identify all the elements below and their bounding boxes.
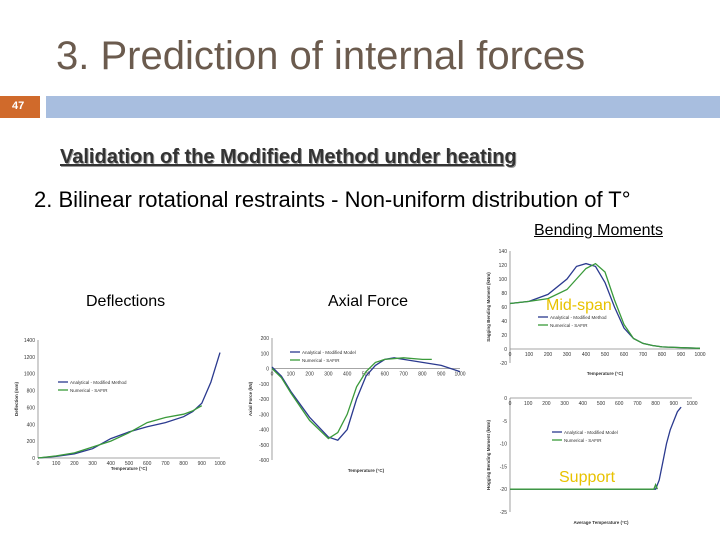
axial-series-line-analytical <box>272 358 460 440</box>
axial-y-tick-label: -500 <box>258 442 269 449</box>
axial-y-tick-label: -100 <box>258 381 269 388</box>
support-y-label: Hogging Bending Moment (kNm) <box>486 420 491 490</box>
deflections-x-tick-label: 300 <box>88 461 97 467</box>
deflections-x-tick-label: 500 <box>124 461 134 467</box>
midspan-callout: Mid-span <box>546 297 612 314</box>
support-x-tick-label: 600 <box>615 401 624 407</box>
deflections-x-tick-label: 900 <box>197 461 206 467</box>
axial-x-tick-label: 500 <box>361 371 371 378</box>
midspan-y-tick-label: 120 <box>498 263 507 269</box>
support-x-label: Average Temperature (°C) <box>573 520 629 525</box>
axial-force-chart <box>240 330 470 480</box>
support-x-tick-label: 900 <box>669 401 678 407</box>
deflections-y-tick-label: 600 <box>26 405 35 412</box>
support-x-tick-label: 500 <box>596 401 606 407</box>
midspan-y-label: Sagging Bending Moment (kNm) <box>486 272 491 342</box>
deflections-y-label: Deflection (mm) <box>14 381 19 417</box>
deflections-y-tick-label: 800 <box>26 388 35 395</box>
midspan-y-tick-label: -20 <box>499 361 507 367</box>
axial-x-tick-label: 300 <box>324 371 333 378</box>
midspan-x-tick-label: 500 <box>600 352 610 358</box>
header-rule <box>46 96 720 118</box>
axial-x-tick-label: 1000 <box>454 371 466 378</box>
midspan-x-tick-label: 700 <box>638 352 648 358</box>
support-x-tick-label: 400 <box>578 401 587 407</box>
deflections-y-tick-label: 1400 <box>23 338 35 344</box>
support-x-tick-label: 800 <box>651 401 660 407</box>
axial-legend-label: Numerical - SAFIR <box>302 357 340 363</box>
deflections-x-tick-label: 1000 <box>214 461 226 467</box>
axial-force-label: Axial Force <box>328 293 409 310</box>
axial-y-tick-label: -300 <box>258 412 269 419</box>
axial-y-tick-label: -200 <box>258 397 269 403</box>
deflections-x-tick-label: 800 <box>179 461 188 467</box>
deflections-y-tick-label: 200 <box>26 439 35 446</box>
midspan-moment-chart <box>470 245 710 385</box>
midspan-y-tick-label: 40 <box>501 319 507 325</box>
deflections-legend-label: Numerical - SAFIR <box>70 387 108 393</box>
deflections-label: Deflections <box>86 293 166 310</box>
deflections-y-tick-label: 0 <box>32 456 35 462</box>
midspan-x-tick-label: 900 <box>676 352 686 358</box>
deflections-series-line-analytical <box>38 353 220 458</box>
axial-x-tick-label: 400 <box>343 371 352 378</box>
axial-x-tick-label: 100 <box>286 371 295 378</box>
support-y-tick-label: 0 <box>504 396 507 402</box>
support-x-tick-label: 300 <box>560 401 569 407</box>
midspan-x-tick-label: 1000 <box>694 352 706 358</box>
axial-y-label: Axial Force (kN) <box>248 381 253 417</box>
axial-y-tick-label: -400 <box>258 427 269 434</box>
midspan-legend-label: Numerical - SAFIR <box>550 322 588 328</box>
midspan-y-tick-label: 80 <box>501 291 507 297</box>
support-x-tick-label: 100 <box>524 401 533 407</box>
deflections-series-line-numerical <box>38 406 202 458</box>
midspan-y-tick-label: 0 <box>504 347 507 353</box>
axial-x-tick-label: 200 <box>305 371 314 378</box>
axial-y-tick-label: 200 <box>260 336 269 342</box>
midspan-y-tick-label: 100 <box>498 277 507 283</box>
slide-number: 47 <box>12 100 25 112</box>
midspan-x-tick-label: 100 <box>524 352 534 358</box>
deflections-y-tick-label: 1200 <box>23 354 35 361</box>
axial-legend-label: Analytical - Modified Model <box>302 349 356 355</box>
support-callout: Support <box>559 469 616 486</box>
midspan-legend-label: Analytical - Modified Method <box>550 314 607 320</box>
midspan-x-tick-label: 600 <box>619 352 629 358</box>
support-x-tick-label: 200 <box>542 401 551 407</box>
axial-y-tick-label: 100 <box>260 351 269 358</box>
midspan-y-tick-label: 60 <box>501 305 507 311</box>
axial-y-tick-label: -600 <box>258 458 269 464</box>
deflections-x-tick-label: 100 <box>52 461 61 467</box>
axial-x-tick-label: 600 <box>380 371 389 378</box>
body-text: 2. Bilinear rotational restraints - Non-uniform distribution of T° <box>34 187 631 212</box>
support-legend-label: Analytical - Modified Model <box>564 429 618 435</box>
deflections-legend-label: Analytical - Modified Method <box>70 379 127 385</box>
support-y-tick-label: -10 <box>499 441 507 448</box>
axial-x-label: Temperature (°C) <box>347 468 385 473</box>
midspan-x-tick-label: 800 <box>657 352 667 358</box>
deflections-y-tick-label: 1000 <box>23 371 35 378</box>
slide-title: 3. Prediction of internal forces <box>56 34 586 78</box>
axial-x-tick-label: 700 <box>399 371 408 378</box>
midspan-x-tick-label: 300 <box>562 352 572 358</box>
axial-x-tick-label: 800 <box>418 371 427 378</box>
midspan-x-label: Temperature (°C) <box>586 371 624 376</box>
support-y-tick-label: -25 <box>499 510 507 516</box>
midspan-x-tick-label: 400 <box>581 352 591 358</box>
support-x-tick-label: 700 <box>633 401 642 407</box>
support-x-tick-label: 0 <box>508 401 512 407</box>
deflections-x-tick-label: 200 <box>70 461 79 467</box>
deflections-chart <box>8 330 238 480</box>
midspan-x-tick-label: 200 <box>543 352 553 358</box>
support-y-tick-label: -15 <box>499 464 507 471</box>
axial-x-tick-label: 0 <box>270 371 274 378</box>
support-y-tick-label: -5 <box>502 418 507 425</box>
axial-x-tick-label: 900 <box>437 371 446 378</box>
axial-y-tick-label: 0 <box>266 366 269 373</box>
midspan-y-tick-label: 20 <box>501 333 507 339</box>
deflections-x-tick-label: 0 <box>36 461 40 467</box>
midspan-y-tick-label: 140 <box>498 249 507 255</box>
support-moment-chart <box>482 392 712 532</box>
support-x-tick-label: 1000 <box>686 401 698 407</box>
section-subheading: Validation of the Modified Method under heating <box>60 146 517 168</box>
support-y-tick-label: -20 <box>499 487 507 494</box>
bending-moments-label: Bending Moments <box>534 222 663 239</box>
deflections-x-tick-label: 400 <box>106 461 115 467</box>
deflections-x-label: Temperature (°C) <box>110 466 148 471</box>
deflections-x-tick-label: 600 <box>143 461 152 467</box>
midspan-x-tick-label: 0 <box>508 352 512 358</box>
support-legend-label: Numerical - SAFIR <box>564 437 602 443</box>
deflections-x-tick-label: 700 <box>161 461 170 467</box>
deflections-y-tick-label: 400 <box>26 422 35 429</box>
